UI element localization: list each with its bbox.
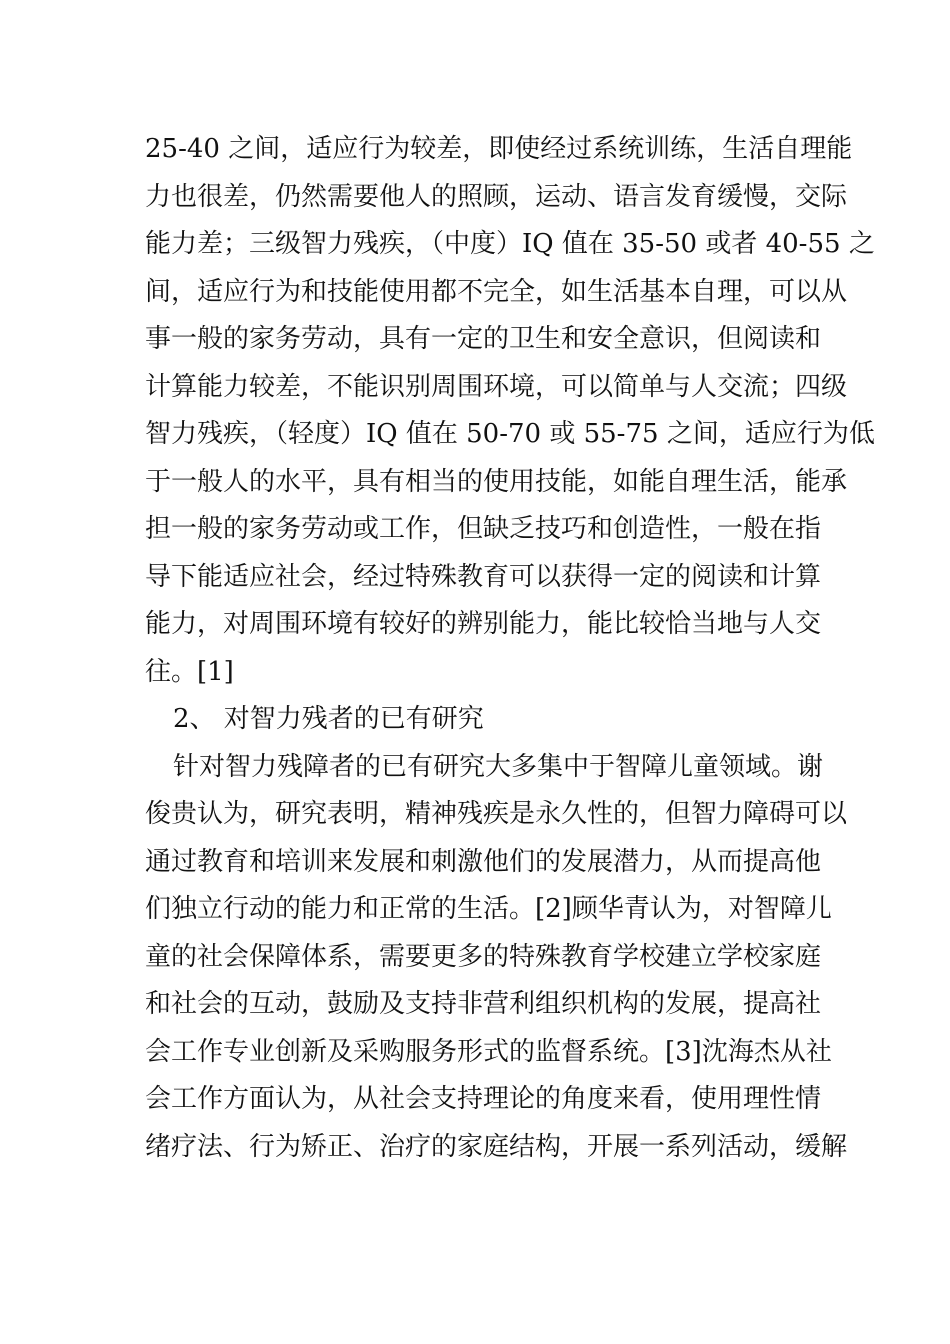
document-body bbox=[145, 126, 875, 1171]
text-line: 针对智力残障者的已有研究大多集中于智障儿童领域。谢 bbox=[173, 751, 824, 782]
text-line: 智力残疾，（轻度）IQ 值在 50-70 或 55-75 之间，适应行为低 bbox=[145, 419, 875, 449]
text-line: 绪疗法、行为矫正、治疗的家庭结构，开展一系列活动，缓解 bbox=[145, 1131, 848, 1162]
text-line: 于一般人的水平，具有相当的使用技能，如能自理生活，能承 bbox=[145, 466, 848, 497]
paragraph-intellectual-disability-levels bbox=[145, 126, 875, 696]
text-line: 们独立行动的能力和正常的生活。[2]顾华青认为，对智障儿 bbox=[145, 894, 832, 924]
section-heading: 2、 对智力残者的已有研究 bbox=[173, 704, 484, 734]
paragraph-existing-research bbox=[145, 744, 848, 1172]
text-line: 力也很差，仍然需要他人的照顾，运动、语言发育缓慢，交际 bbox=[145, 181, 848, 212]
text-line: 导下能适应社会，经过特殊教育可以获得一定的阅读和计算 bbox=[145, 561, 822, 592]
text-line: 事一般的家务劳动，具有一定的卫生和安全意识，但阅读和 bbox=[145, 324, 822, 354]
text-line: 和社会的互动，鼓励及支持非营利组织机构的发展，提高社 bbox=[145, 989, 822, 1019]
text-line: 担一般的家务劳动或工作，但缺乏技巧和创造性，一般在指 bbox=[145, 514, 822, 544]
text-line: 能力差；三级智力残疾，（中度）IQ 值在 35-50 或者 40-55 之 bbox=[145, 229, 875, 259]
text-line: 童的社会保障体系，需要更多的特殊教育学校建立学校家庭 bbox=[145, 941, 822, 972]
text-line: 往。[1] bbox=[145, 656, 234, 687]
text-line: 俊贵认为，研究表明，精神残疾是永久性的，但智力障碍可以 bbox=[145, 799, 848, 829]
text-line: 会工作方面认为，从社会支持理论的角度来看，使用理性情 bbox=[145, 1084, 822, 1114]
text-line: 计算能力较差，不能识别周围环境，可以简单与人交流；四级 bbox=[145, 371, 848, 402]
text-line: 通过教育和培训来发展和刺激他们的发展潜力，从而提高他 bbox=[145, 846, 822, 877]
text-line: 25-40 之间，适应行为较差，即使经过系统训练，生活自理能 bbox=[145, 134, 853, 164]
text-line: 间，适应行为和技能使用都不完全，如生活基本自理，可以从 bbox=[145, 276, 848, 307]
text-line: 能力，对周围环境有较好的辨别能力，能比较恰当地与人交 bbox=[145, 609, 822, 639]
text-line: 会工作专业创新及采购服务形式的监督系统。[3]沈海杰从社 bbox=[145, 1036, 832, 1067]
